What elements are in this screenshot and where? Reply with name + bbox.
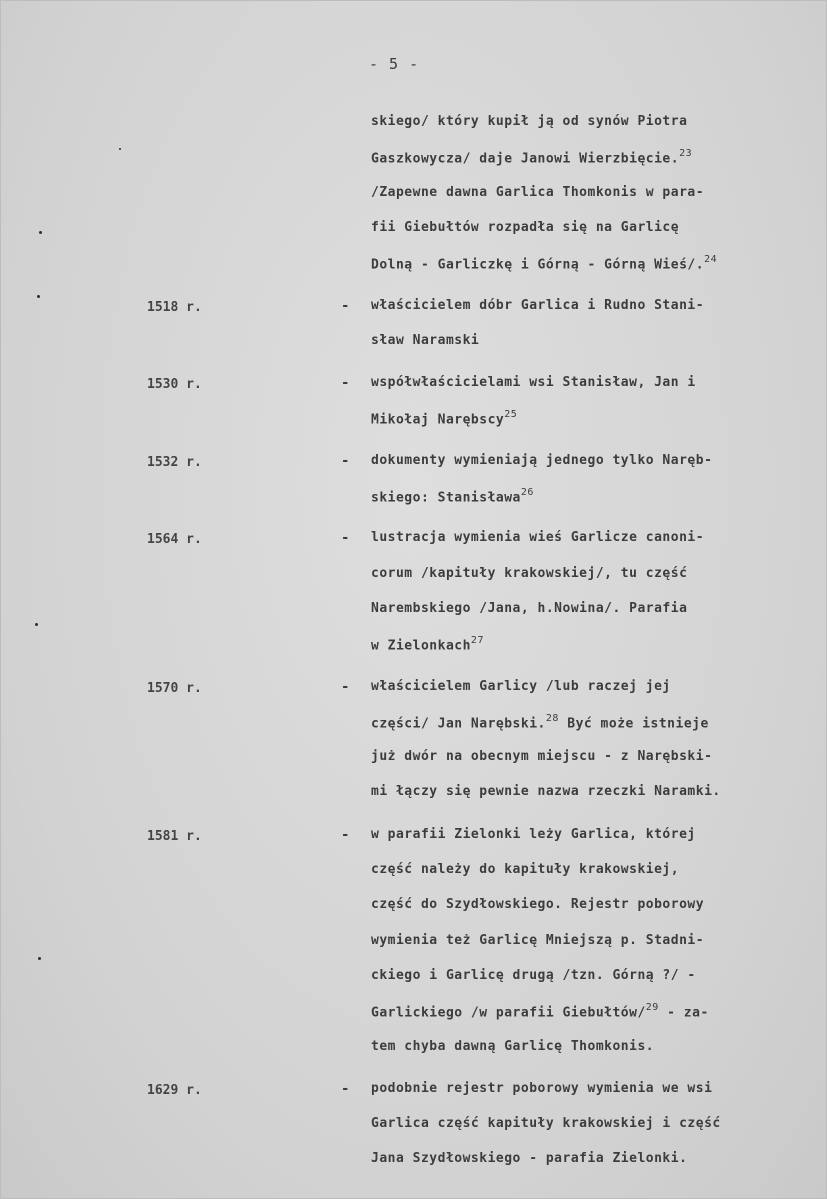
entry-year: 1532 r. xyxy=(147,454,202,470)
entry-line xyxy=(371,749,712,764)
entry-year: 1564 r. xyxy=(147,532,202,548)
intro-line xyxy=(371,149,692,166)
entry-line xyxy=(371,1116,721,1131)
footnote-ref: 28 xyxy=(545,712,559,724)
entry-line xyxy=(371,1081,712,1096)
footnote-ref: 26 xyxy=(520,487,534,498)
line-text: części/ Jan Narębski. xyxy=(371,716,546,732)
entry-line xyxy=(371,1039,654,1054)
entry-year: 1518 r. xyxy=(147,299,202,315)
line-text: skiego: Stanisława xyxy=(371,490,521,506)
entry-line xyxy=(371,679,671,694)
entry-dash: - xyxy=(341,826,350,843)
line-text: /Zapewne dawna Garlica Thomkonis w para- xyxy=(371,184,705,200)
footnote-ref: 23 xyxy=(679,148,693,160)
intro-line xyxy=(371,114,687,129)
entry-line xyxy=(371,333,479,348)
line-text: w parafii Zielonki leży Garlica, której xyxy=(371,826,696,842)
line-text: w Zielonkach xyxy=(371,638,471,654)
line-text: tem chyba dawną Garlicę Thomkonis. xyxy=(371,1038,655,1054)
entry-line xyxy=(371,933,704,948)
entry-year: 1530 r. xyxy=(147,377,202,393)
paper-speck xyxy=(119,148,121,150)
footnote-ref: 24 xyxy=(704,254,718,266)
intro-line xyxy=(371,220,679,235)
entry-line xyxy=(371,897,704,912)
entry-line xyxy=(371,298,704,313)
entry-line xyxy=(371,636,484,653)
entry-line xyxy=(371,453,712,468)
line-text: ckiego i Garlicę drugą /tzn. Górną ?/ - xyxy=(371,967,696,983)
paper-speck xyxy=(37,295,40,298)
line-text: mi łączy się pewnie nazwa rzeczki Naramki. xyxy=(371,784,721,800)
entry-dash: - xyxy=(341,530,350,547)
line-text: podobnie rejestr poborowy wymienia we wsi xyxy=(371,1080,713,1096)
line-text: właścicielem dóbr Garlica i Rudno Stani- xyxy=(371,297,705,313)
entry-line xyxy=(371,827,696,842)
paper-speck xyxy=(38,957,41,960)
entry-line xyxy=(371,1151,687,1166)
entry-dash: - xyxy=(341,678,350,695)
line-text: wymienia też Garlicę Mniejszą p. Stadni- xyxy=(371,932,705,948)
intro-line xyxy=(371,255,717,272)
entry-line xyxy=(371,601,687,616)
line-text: skiego/ który kupił ją od synów Piotra xyxy=(371,114,688,129)
entry-year: 1570 r. xyxy=(147,680,202,696)
line-text: Jana Szydłowskiego - parafia Zielonki. xyxy=(371,1151,688,1167)
line-text: Garlickiego /w parafii Giebułtów/ xyxy=(371,1005,646,1021)
line-text: lustracja wymienia wieś Garlicze canoni- xyxy=(371,530,705,546)
line-text: część do Szydłowskiego. Rejestr poborowy xyxy=(371,897,705,913)
entry-dash: - xyxy=(341,375,350,392)
line-text: Być może istnieje xyxy=(558,716,709,732)
line-text: sław Naramski xyxy=(371,332,480,348)
paper-speck xyxy=(39,231,42,234)
footnote-ref: 29 xyxy=(645,1002,659,1014)
intro-line xyxy=(371,185,704,200)
entry-line xyxy=(371,862,679,877)
line-text: Narembskiego /Jana, h.Nowina/. Parafia xyxy=(371,600,688,616)
footnote-ref: 27 xyxy=(470,635,484,647)
line-text: Gaszkowycza/ daje Janowi Wierzbięcie. xyxy=(371,151,680,167)
entry-year: 1581 r. xyxy=(147,828,202,844)
line-text: corum /kapituły krakowskiej/, tu część xyxy=(371,565,688,581)
footnote-ref: 25 xyxy=(504,409,518,421)
line-text: - za- xyxy=(658,1005,709,1021)
entry-line xyxy=(371,714,709,731)
paper-speck xyxy=(35,623,38,626)
line-text: Garlica część kapituły krakowskiej i część xyxy=(371,1116,721,1132)
entry-dash: - xyxy=(341,452,350,469)
entry-line xyxy=(371,566,687,581)
line-text: Mikołaj Narębscy xyxy=(371,412,505,428)
entry-dash: - xyxy=(341,1080,350,1097)
entry-dash: - xyxy=(341,297,350,314)
line-text: Dolną - Garliczkę i Górną - Górną Wieś/. xyxy=(371,257,705,273)
page-number: - 5 - xyxy=(369,55,420,73)
line-text: fii Giebułtów rozpadła się na Garlicę xyxy=(371,219,680,235)
entry-line xyxy=(371,375,696,390)
line-text: już dwór na obecnym miejscu - z Narębski- xyxy=(371,749,713,765)
entry-line xyxy=(371,784,721,799)
entry-line xyxy=(371,410,517,427)
entry-line xyxy=(371,488,534,505)
line-text: właścicielem Garlicy /lub raczej jej xyxy=(371,678,671,694)
entry-line xyxy=(371,968,696,983)
entry-line xyxy=(371,1003,709,1020)
entry-year: 1629 r. xyxy=(147,1082,202,1098)
line-text: dokumenty wymieniają jednego tylko Naręb- xyxy=(371,452,713,468)
line-text: współwłaścicielami wsi Stanisław, Jan i xyxy=(371,375,696,391)
entry-line xyxy=(371,530,704,545)
line-text: część należy do kapituły krakowskiej, xyxy=(371,862,680,877)
